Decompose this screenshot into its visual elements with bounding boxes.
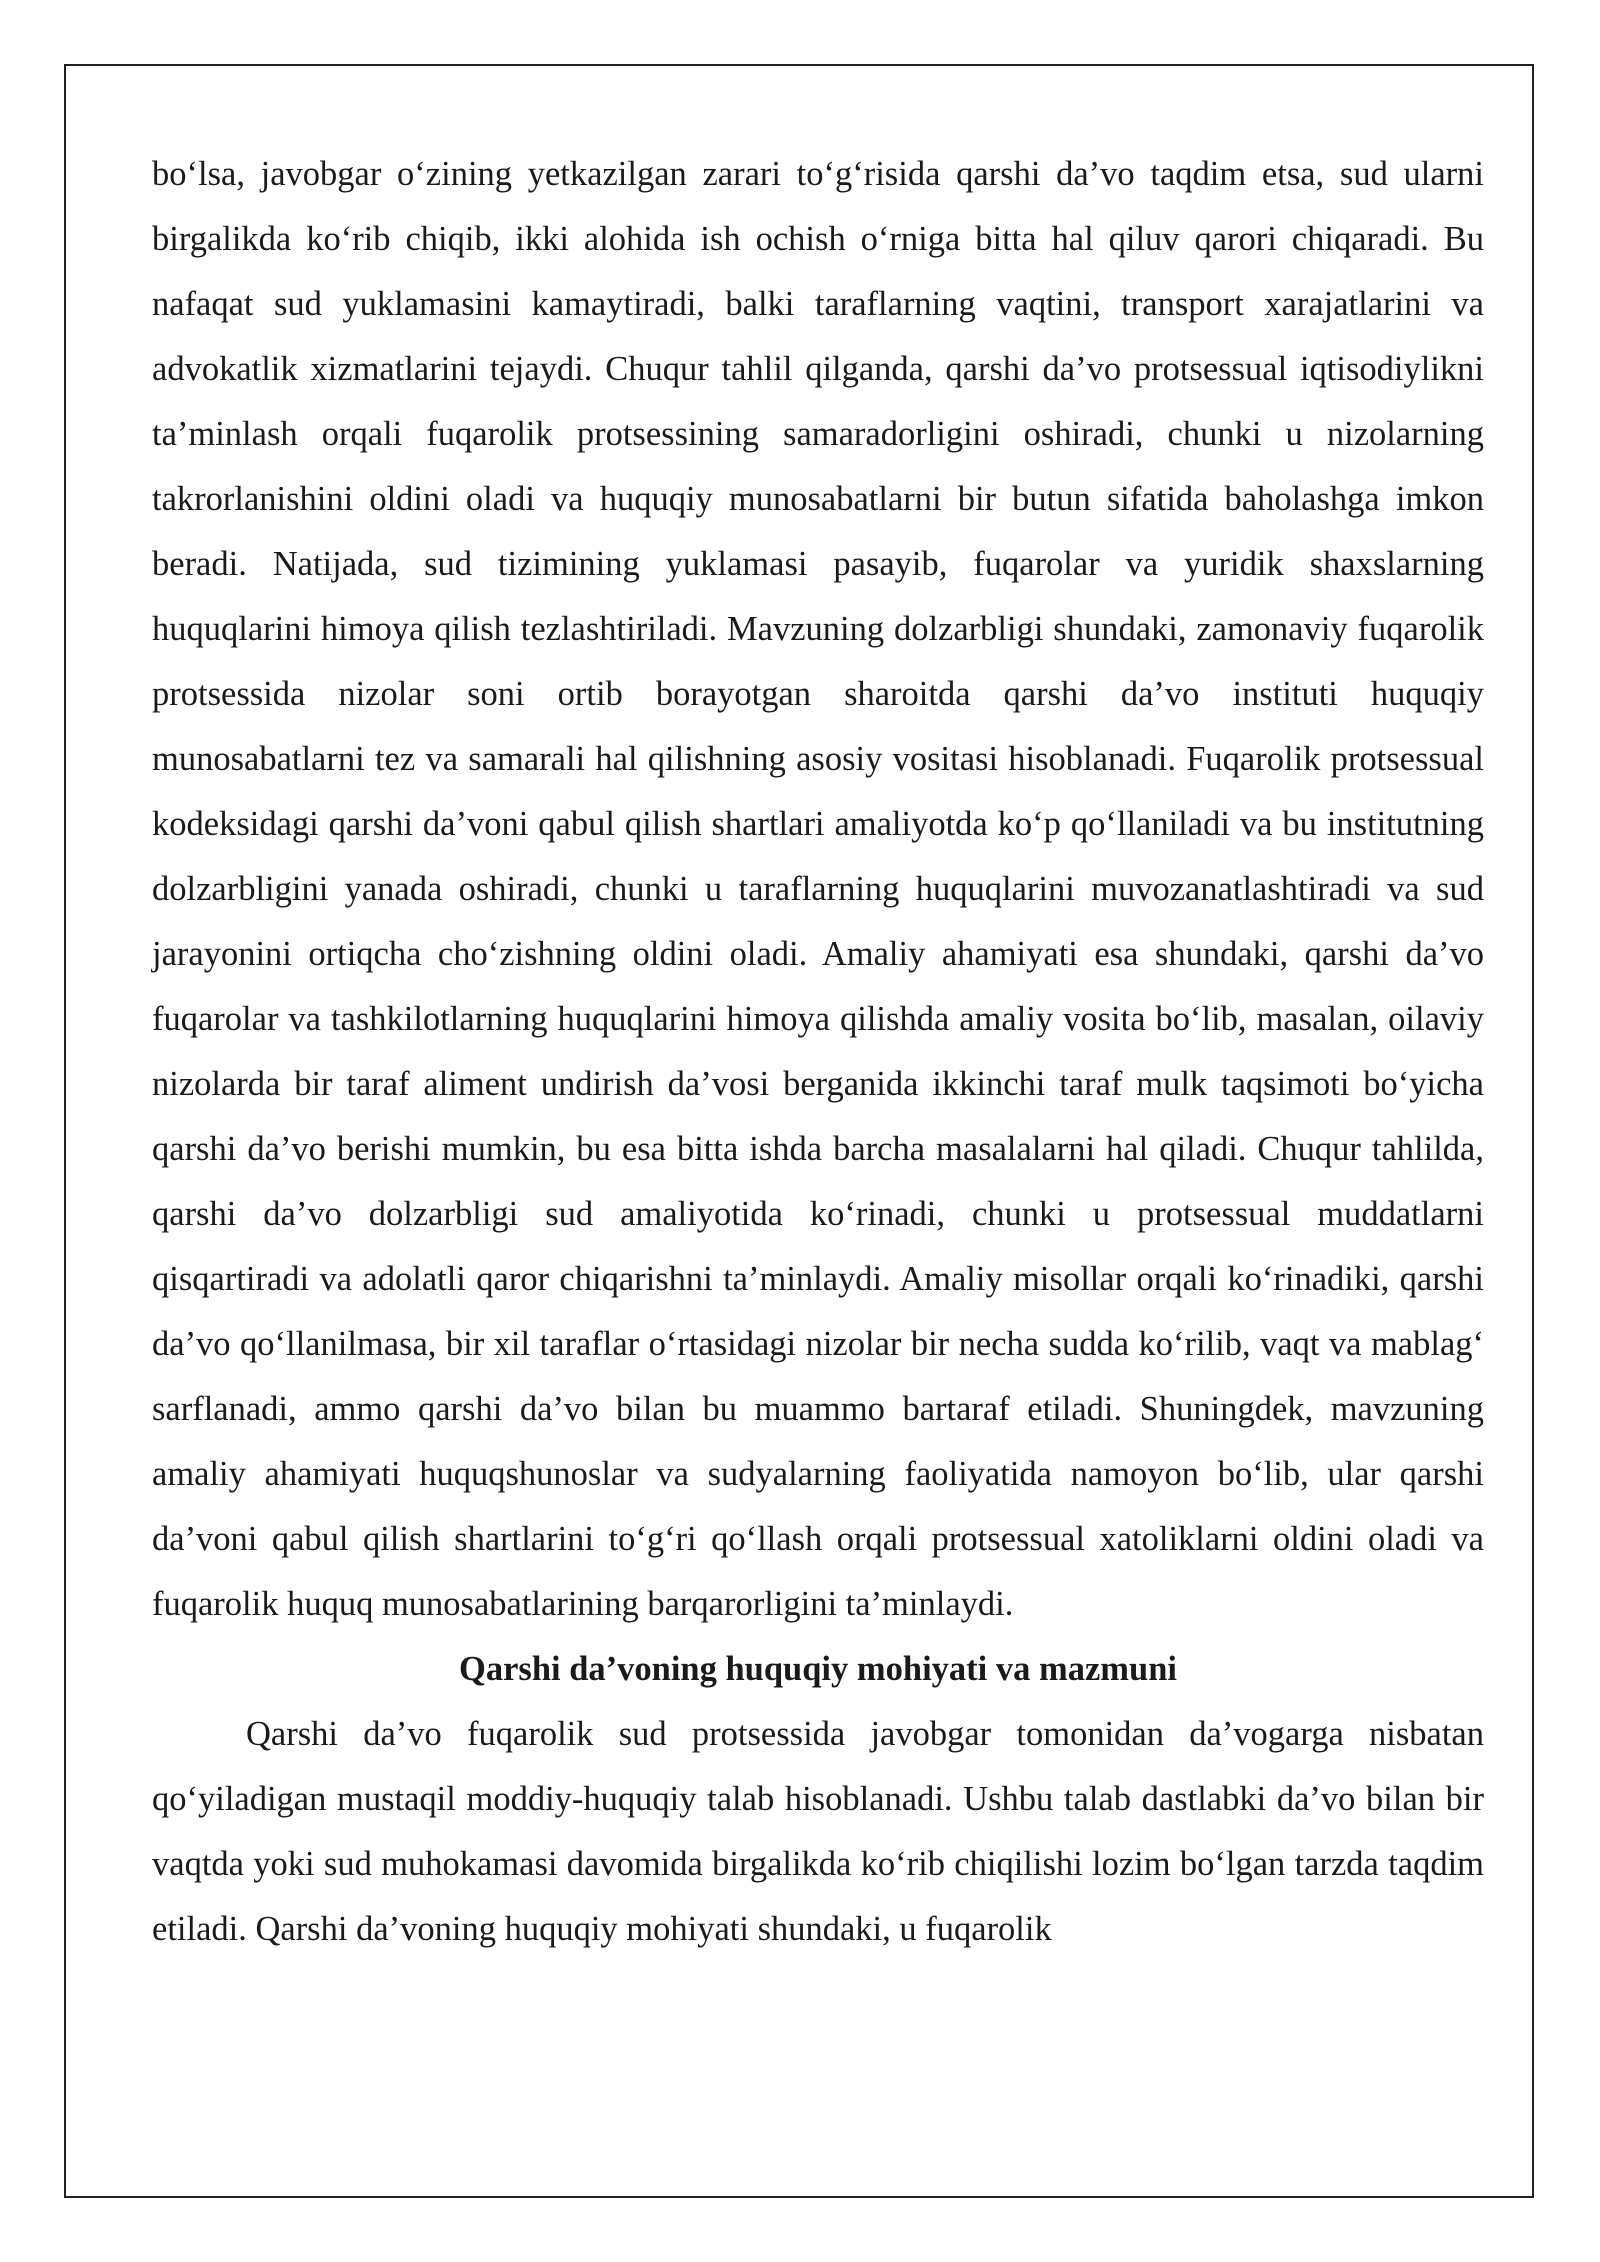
section-heading: Qarshi da’voning huquqiy mohiyati va mazmuni xyxy=(459,1650,1177,1688)
document-body xyxy=(152,142,1484,1962)
body-paragraph: Qarshi da’vo fuqarolik sud protsessida javobgar tomonidan da’vogarga nisbatan qo‘yiladigan mustaqil moddiy-huquqiy talab hisoblanadi. Ushbu talab dastlabki da’vo bilan bir vaqtda yoki sud muhokamasi davomida birgalikda ko‘rib chiqilishi lozim bo‘lgan tarzda taqdim etiladi. Qarshi da’voning huquqiy mohiyati shundaki, u fuqarolik xyxy=(152,1715,1484,1948)
body-paragraph: bo‘lsa, javobgar o‘zining yetkazilgan zarari to‘g‘risida qarshi da’vo taqdim etsa, sud ularni birgalikda ko‘rib chiqib, ikki alohida ish ochish o‘rniga bitta hal qiluv qarori chiqaradi. Bu nafaqat sud yuklamasini kamaytiradi, balki taraflarning vaqtini, transport xarajatlarini va advokatlik xizmatlarini tejaydi. Chuqur tahlil qilganda, qarshi da’vo protsessual iqtisodiylikni ta’minlash orqali fuqarolik protsessining samaradorligini oshiradi, chunki u nizolarning takrorlanishini oldini oladi va huquqiy munosabatlarni bir butun sifatida baholashga imkon beradi. Natijada, sud tizimining yuklamasi pasayib, fuqarolar va yuridik shaxslarning huquqlarini himoya qilish tezlashtiriladi. Mavzuning dolzarbligi shundaki, zamonaviy fuqarolik protsessida nizolar soni ortib borayotgan sharoitda qarshi da’vo instituti huquqiy munosabatlarni tez va samarali hal qilishning asosiy vositasi hisoblanadi. Fuqarolik protsessual kodeksidagi qarshi da’voni qabul qilish shartlari amaliyotda ko‘p qo‘llaniladi va bu institutning dolzarbligini yanada oshiradi, chunki u taraflarning huquqlarini muvozanatlashtiradi va sud jarayonini ortiqcha cho‘zishning oldini oladi. Amaliy ahamiyati esa shundaki, qarshi da’vo fuqarolar va tashkilotlarning huquqlarini himoya qilishda amaliy vosita bo‘lib, masalan, oilaviy nizolarda bir taraf aliment undirish da’vosi berganida ikkinchi taraf mulk taqsimoti bo‘yicha qarshi da’vo berishi mumkin, bu esa bitta ishda barcha masalalarni hal qiladi. Chuqur tahlilda, qarshi da’vo dolzarbligi sud amaliyotida ko‘rinadi, chunki u protsessual muddatlarni qisqartiradi va adolatli qaror chiqarishni ta’minlaydi. Amaliy misollar orqali ko‘rinadiki, qarshi da’vo qo‘llanilmasa, bir xil taraflar o‘rtasidagi nizolar bir necha sudda ko‘rilib, vaqt va mablag‘ sarflanadi, ammo qarshi da’vo bilan bu muammo bartaraf etiladi. Shuningdek, mavzuning amaliy ahamiyati huquqshunoslar va sudyalarning faoliyatida namoyon bo‘lib, ular qarshi da’voni qabul qilish shartlarini to‘g‘ri qo‘llash orqali protsessual xatoliklarni oldini oladi va fuqarolik huquq munosabatlarining barqarorligini ta’minlaydi. xyxy=(152,155,1484,1623)
